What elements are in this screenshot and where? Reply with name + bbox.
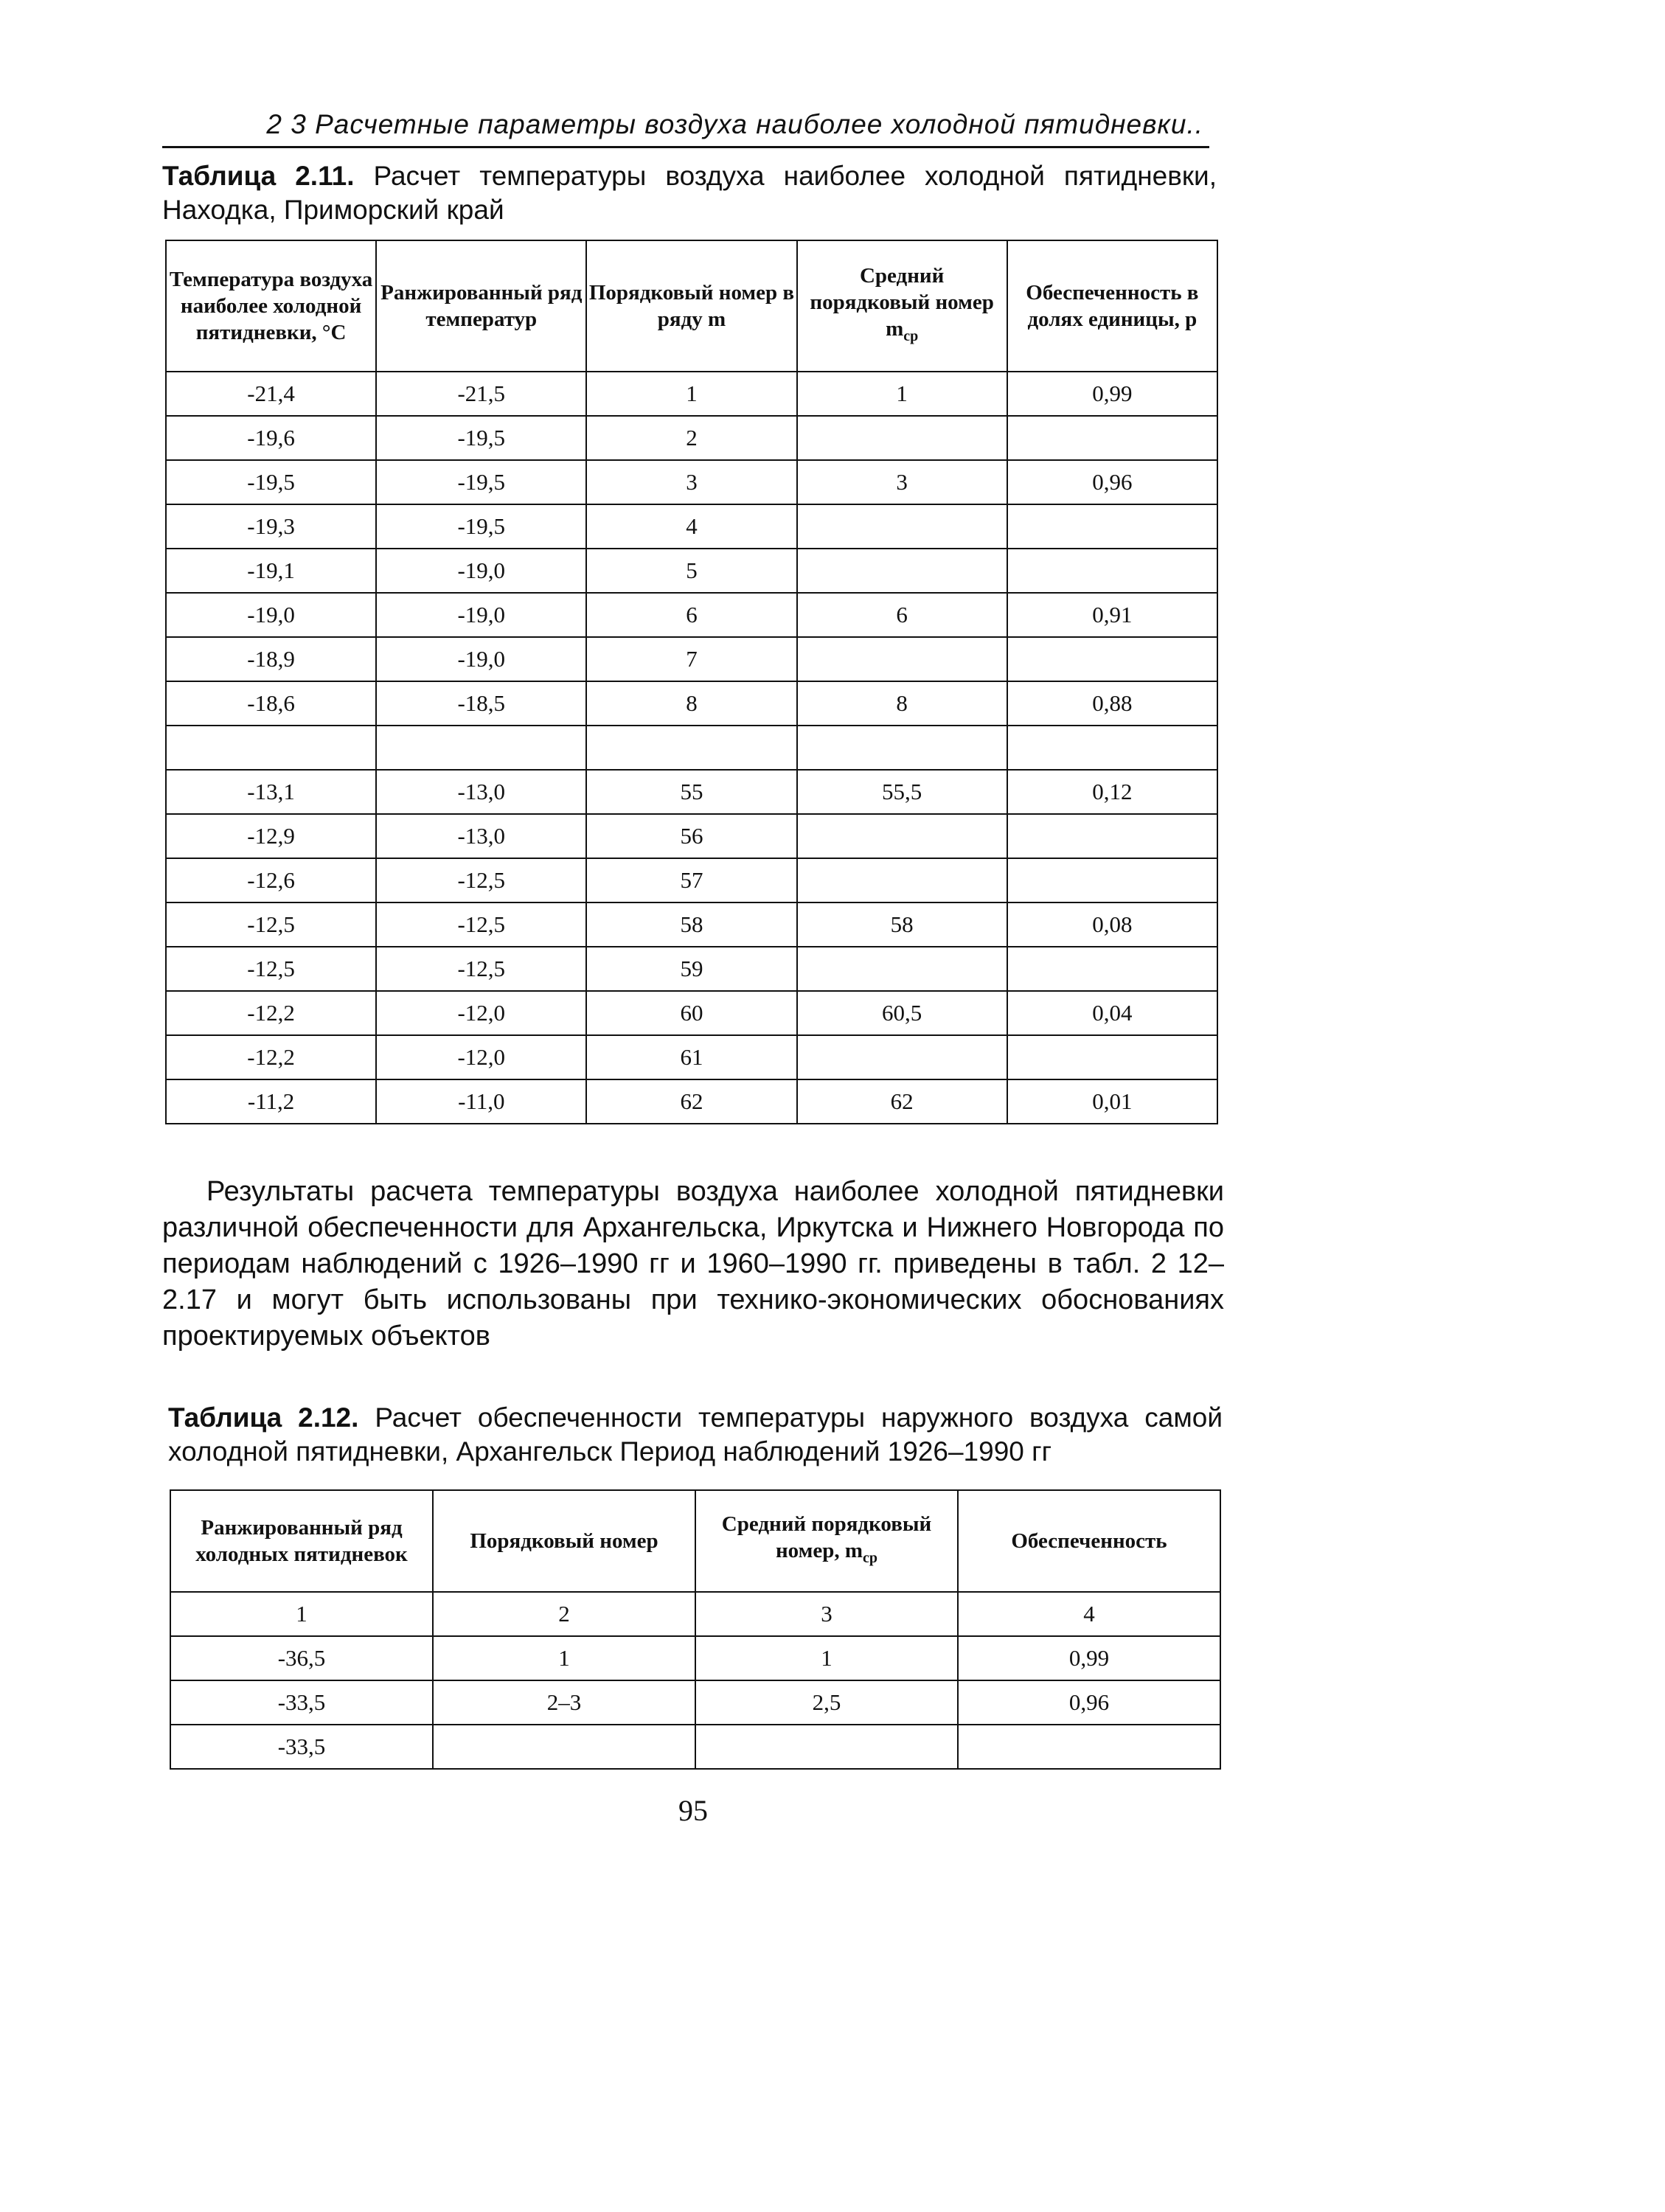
table-cell: 2–3 (433, 1680, 695, 1725)
table-cell (166, 726, 376, 770)
table-cell: -19,0 (166, 593, 376, 637)
table-row (166, 460, 1217, 504)
table-cell: 0,08 (1007, 902, 1217, 947)
table-cell: -12,9 (166, 814, 376, 858)
table-cell: 2,5 (695, 1680, 958, 1725)
table-cell: 0,91 (1007, 593, 1217, 637)
table-row (166, 416, 1217, 460)
table-row (166, 858, 1217, 902)
mean-ordinal-label: Средний порядковый номер m (810, 264, 994, 341)
running-header (162, 109, 1209, 148)
table-cell: -21,5 (376, 372, 586, 416)
table-cell: -12,6 (166, 858, 376, 902)
column-header-probability: Обеспеченность в долях единицы, р (1007, 240, 1217, 372)
table-cell (797, 858, 1007, 902)
table-cell: -13,0 (376, 814, 586, 858)
table-cell: 1 (433, 1636, 695, 1680)
table-cell: -19,3 (166, 504, 376, 549)
column-header-ranked-series: Ранжированный ряд температур (376, 240, 586, 372)
table-cell: -18,6 (166, 681, 376, 726)
table-cell: 55,5 (797, 770, 1007, 814)
table-cell: -19,0 (376, 637, 586, 681)
table-cell: -12,5 (376, 902, 586, 947)
table-cell: 58 (797, 902, 1007, 947)
table-cell (797, 1035, 1007, 1079)
table-cell: -19,0 (376, 549, 586, 593)
table-cell (797, 637, 1007, 681)
column-header-ranked-pentads: Ранжированный ряд холодных пятидневок (170, 1490, 433, 1592)
table-cell: 0,12 (1007, 770, 1217, 814)
table-2-11-title: Расчет температуры воздуха наиболее холодной пятидневки, Находка, Приморский край (162, 161, 1217, 225)
table-row (166, 902, 1217, 947)
table-cell: -19,5 (376, 504, 586, 549)
table-2-11 (165, 240, 1218, 1124)
table-cell: -12,5 (166, 947, 376, 991)
table-cell (1007, 947, 1217, 991)
table-cell (1007, 814, 1217, 858)
table-cell: 0,01 (1007, 1079, 1217, 1124)
table-row (170, 1636, 1220, 1680)
table-cell: -12,2 (166, 991, 376, 1035)
table-cell (797, 814, 1007, 858)
table-cell: 59 (586, 947, 796, 991)
column-header-ordinal: Порядковый номер (433, 1490, 695, 1592)
table-cell: -12,5 (376, 947, 586, 991)
table-cell: -19,0 (376, 593, 586, 637)
table-cell: 57 (586, 858, 796, 902)
table-row (166, 814, 1217, 858)
table-cell (1007, 726, 1217, 770)
table-row (166, 991, 1217, 1035)
table-cell: -18,5 (376, 681, 586, 726)
table-cell: 55 (586, 770, 796, 814)
table-cell: 60,5 (797, 991, 1007, 1035)
table-cell: 0,99 (1007, 372, 1217, 416)
table-cell: 7 (586, 637, 796, 681)
table-cell (797, 947, 1007, 991)
mean-ordinal-subscript: ср (903, 327, 919, 344)
table-row (166, 549, 1217, 593)
table-cell: 62 (586, 1079, 796, 1124)
table-cell (797, 549, 1007, 593)
table-cell (797, 504, 1007, 549)
table-cell: -12,0 (376, 991, 586, 1035)
table-2-11-caption (162, 159, 1217, 227)
column-header-ordinal-number: Порядковый номер в ряду m (586, 240, 796, 372)
table-cell: -11,2 (166, 1079, 376, 1124)
table-2-12-body (170, 1592, 1220, 1769)
column-header-probability: Обеспеченность (958, 1490, 1220, 1592)
table-cell: 3 (797, 460, 1007, 504)
table-cell: -11,0 (376, 1079, 586, 1124)
table-cell: -13,1 (166, 770, 376, 814)
body-paragraph (162, 1174, 1224, 1354)
table-cell (586, 726, 796, 770)
column-header-mean-ordinal (797, 240, 1007, 372)
table-cell: 0,96 (1007, 460, 1217, 504)
table-2-11-body (166, 372, 1217, 1124)
table-cell (1007, 416, 1217, 460)
table-cell (433, 1725, 695, 1769)
table-row (170, 1592, 1220, 1636)
running-header-text: 2 3 Расчетные параметры воздуха наиболее холодной пятидневки.. (266, 109, 1203, 139)
table-cell: 56 (586, 814, 796, 858)
table-cell: 4 (958, 1592, 1220, 1636)
table-cell: 8 (586, 681, 796, 726)
table-cell: 0,96 (958, 1680, 1220, 1725)
table-cell: 4 (586, 504, 796, 549)
mean-ordinal-subscript: ср (863, 1549, 878, 1566)
table-cell (1007, 1035, 1217, 1079)
table-row (166, 372, 1217, 416)
table-row (166, 681, 1217, 726)
table-cell: -19,5 (376, 416, 586, 460)
table-cell: 0,88 (1007, 681, 1217, 726)
column-header-mean-ordinal (695, 1490, 958, 1592)
table-cell: 58 (586, 902, 796, 947)
table-cell: 3 (586, 460, 796, 504)
body-paragraph-text: Результаты расчета температуры воздуха наиболее холодной пятидневки различной обеспеченности для Архангельска, Иркутска и Нижнего Новгорода по периодам наблюдений с 1926–1990 гг и 1960–1990 гг. приведены в табл. 2 12–2.17 и могут быть использованы при технико-экономических обоснованиях проектируемых объектов (162, 1176, 1224, 1352)
table-cell (1007, 637, 1217, 681)
table-cell: 0,04 (1007, 991, 1217, 1035)
table-row (166, 726, 1217, 770)
table-cell: 6 (797, 593, 1007, 637)
column-header-temperature: Температура воздуха наиболее холодной пятидневки, °С (166, 240, 376, 372)
table-2-12-header-row (170, 1490, 1220, 1592)
table-cell: -12,5 (376, 858, 586, 902)
table-cell: -19,5 (166, 460, 376, 504)
table-row (166, 1035, 1217, 1079)
table-cell: -12,5 (166, 902, 376, 947)
table-cell (695, 1725, 958, 1769)
table-cell: -21,4 (166, 372, 376, 416)
table-cell: 5 (586, 549, 796, 593)
table-cell (958, 1725, 1220, 1769)
table-row (166, 637, 1217, 681)
table-cell: -12,0 (376, 1035, 586, 1079)
table-row (166, 504, 1217, 549)
table-cell: 8 (797, 681, 1007, 726)
table-cell: 2 (433, 1592, 695, 1636)
table-2-12-caption (168, 1401, 1223, 1469)
table-row (166, 1079, 1217, 1124)
table-cell: -36,5 (170, 1636, 433, 1680)
table-cell (376, 726, 586, 770)
table-cell (797, 726, 1007, 770)
table-cell: -33,5 (170, 1725, 433, 1769)
table-cell: 1 (586, 372, 796, 416)
mean-ordinal-label: Средний порядковый номер, m (721, 1512, 932, 1563)
table-2-12-label: Таблица 2.12. (168, 1402, 359, 1433)
table-2-12 (170, 1489, 1221, 1770)
table-row (166, 947, 1217, 991)
table-cell (1007, 504, 1217, 549)
table-row (166, 593, 1217, 637)
table-cell (797, 416, 1007, 460)
table-cell: 62 (797, 1079, 1007, 1124)
page-number: 95 (678, 1794, 708, 1827)
table-cell: -19,5 (376, 460, 586, 504)
table-cell: 1 (797, 372, 1007, 416)
table-2-11-header-row (166, 240, 1217, 372)
table-cell: 60 (586, 991, 796, 1035)
table-cell: 1 (170, 1592, 433, 1636)
table-2-11-label: Таблица 2.11. (162, 161, 355, 191)
table-cell: 3 (695, 1592, 958, 1636)
table-2-12-title: Расчет обеспеченности температуры наружного воздуха самой холодной пятидневки, Архангельск Период наблюдений 1926–1990 гг (168, 1402, 1223, 1467)
table-cell: -19,6 (166, 416, 376, 460)
table-cell: 6 (586, 593, 796, 637)
table-cell: -12,2 (166, 1035, 376, 1079)
table-row (166, 770, 1217, 814)
table-cell (1007, 549, 1217, 593)
table-cell (1007, 858, 1217, 902)
table-cell: 2 (586, 416, 796, 460)
table-cell: 1 (695, 1636, 958, 1680)
table-cell: 0,99 (958, 1636, 1220, 1680)
table-row (170, 1725, 1220, 1769)
table-row (170, 1680, 1220, 1725)
table-cell: -13,0 (376, 770, 586, 814)
table-cell: -33,5 (170, 1680, 433, 1725)
table-cell: -19,1 (166, 549, 376, 593)
table-cell: -18,9 (166, 637, 376, 681)
table-cell: 61 (586, 1035, 796, 1079)
